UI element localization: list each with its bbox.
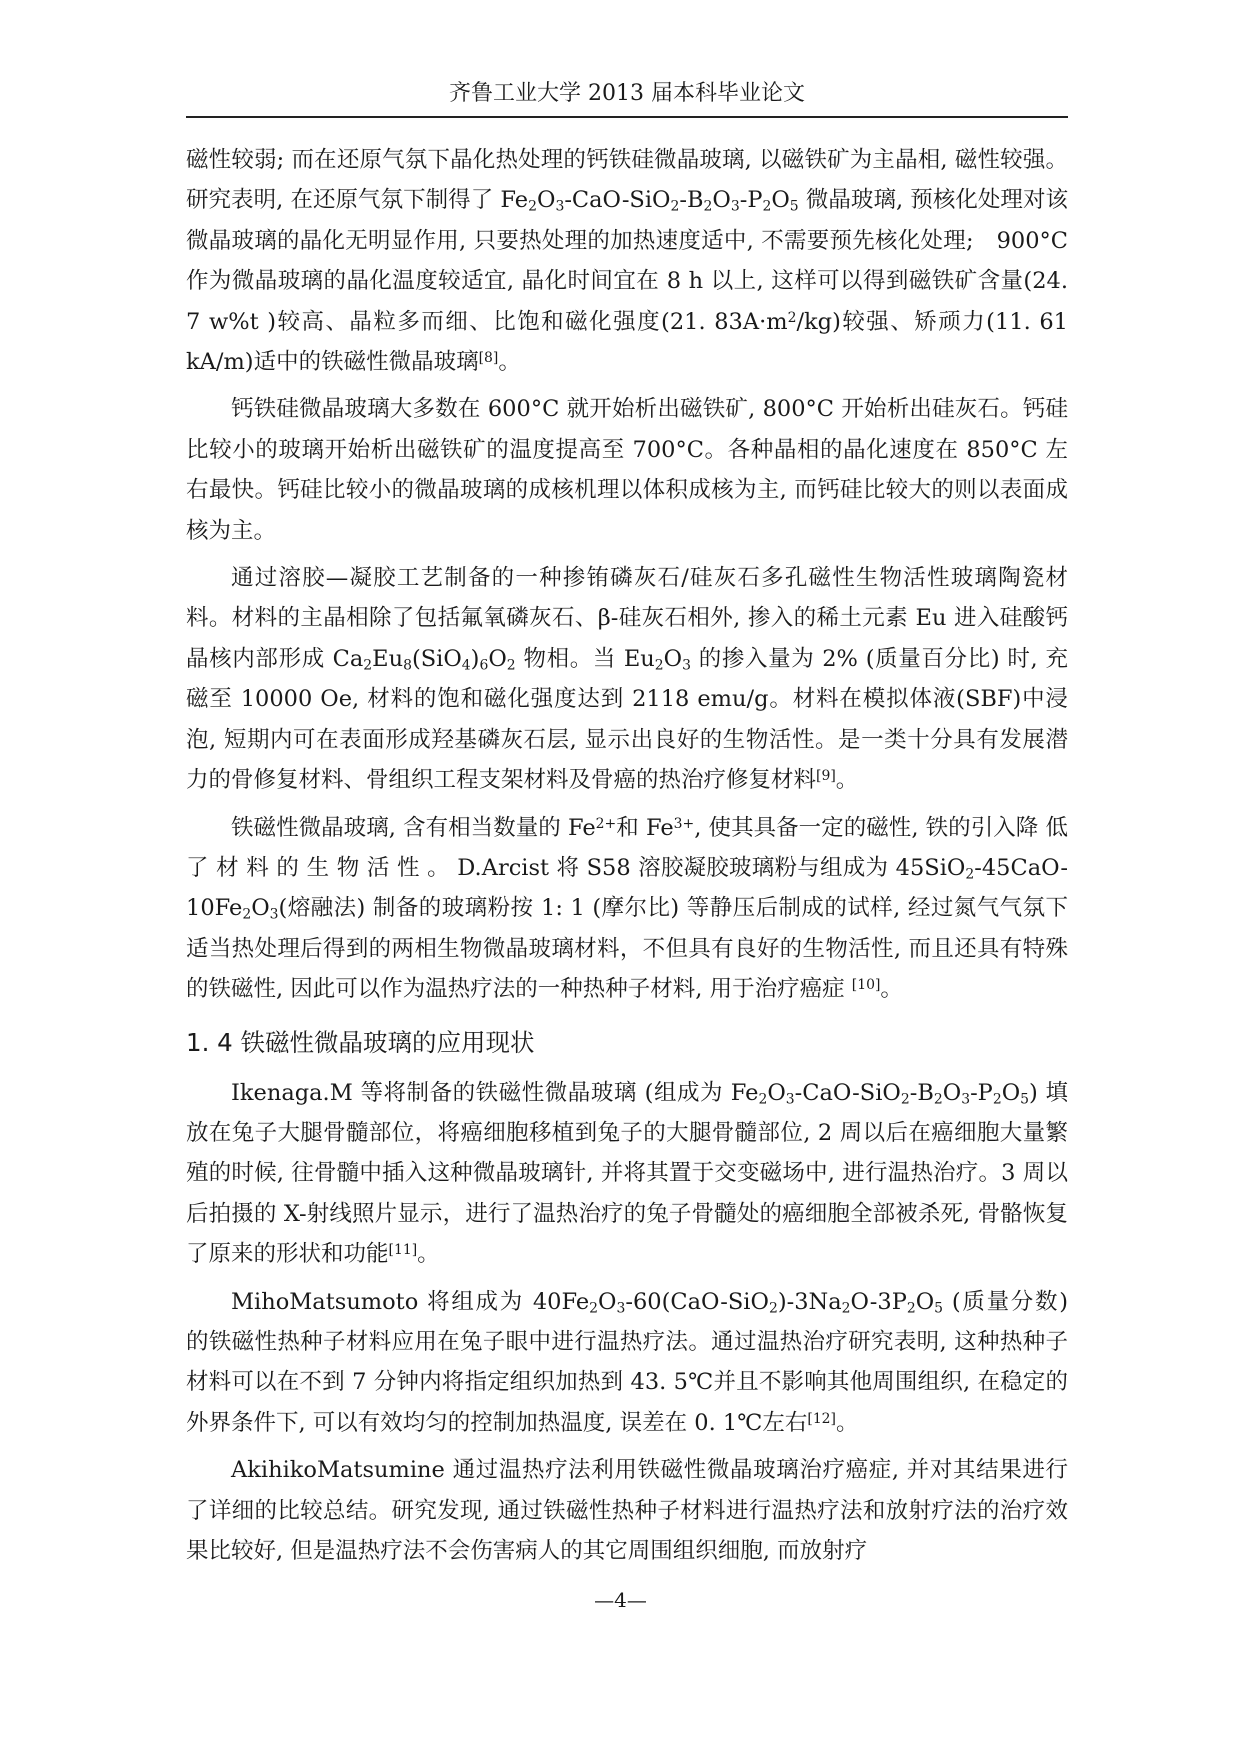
citation: [12] [807,1410,836,1427]
citation: [9] [816,768,836,785]
body-text [186,140,1068,1571]
page-header [186,76,1068,118]
paragraph: 铁磁性微晶玻璃, 含有相当数量的 $Fe^{2+}$和 $Fe^{3+}$, 使其具备一定的磁性, 铁的引入降 低 了 材 料 的 生 物 活 性 。 D.Arcist 将 S58 溶胶凝胶玻璃粉与组成为 $45SiO_2-45CaO-10Fe_2O_3$(熔融法) 制备的玻璃粉按 1: 1 (摩尔比) 等静压后制成的试样, 经过氮气气氛下适当热处理后得到的两相生物微晶玻璃材料，不但具有良好的生物活性, 而且还具有特殊的铁磁性, 因此可以作为温热疗法的一种热种子材料, 用于治疗癌症 [10]。 [186,814,1068,1003]
paragraph: AkihikoMatsumine 通过温热疗法利用铁磁性微晶玻璃治疗癌症, 并对其结果进行了详细的比较总结。研究发现, 通过铁磁性热种子材料进行温热疗法和放射疗法的治疗效果比较好, 但是温热疗法不会伤害病人的其它周围组织细胞, 而放射疗 [186,1457,1068,1564]
paragraph: 钙铁硅微晶玻璃大多数在 600°C 就开始析出磁铁矿, 800°C 开始析出硅灰石。钙硅比较小的玻璃开始析出磁铁矿的温度提高至 700°C。各种晶相的晶化速度在 850°C 左右最快。钙硅比较小的微晶玻璃的成核机理以体积成核为主, 而钙硅比较大的则以表面成核为主。 [186,396,1068,544]
citation: [11] [388,1242,418,1259]
page-number: —4— [594,1588,647,1612]
section-heading: 1. 4 铁磁性微晶玻璃的应用现状 [186,1027,535,1057]
header-title: 齐鲁工业大学 2013 届本科毕业论文 [449,81,805,106]
citation: [10] [851,977,881,994]
paragraph: MihoMatsumoto 将组成为 $40Fe_2O_3-60(CaO-SiO_2)-3Na_2O-3P_2O_5$ (质量分数) 的铁磁性热种子材料应用在兔子眼中进行温热疗法。通过温热治疗研究表明, 这种热种子材料可以在不到 7 分钟内将指定组织加热到 43. 5℃并且不影响其他周围组织, 在稳定的外界条件下, 可以有效均匀的控制加热温度, 误差在 0. 1℃左右[12]。 [186,1288,1068,1436]
paragraph: 通过溶胶—凝胶工艺制备的一种掺铕磷灰石/硅灰石多孔磁性生物活性玻璃陶瓷材料。材料的主晶相除了包括氟氧磷灰石、β-硅灰石相外, 掺入的稀土元素 Eu 进入硅酸钙晶核内部形成 $Ca_2Eu_8(SiO_4)_6O_2$ 物相。当 $Eu_2O_3$ 的掺入量为 2% (质量百分比) 时, 充磁至 10000 Oe, 材料的饱和磁化强度达到 2118 emu/g。材料在模拟体液(SBF)中浸泡, 短期内可在表面形成羟基磷灰石层, 显示出良好的生物活性。是一类十分具有发展潜力的骨修复材料、骨组织工程支架材料及骨癌的热治疗修复材料[9]。 [186,565,1068,794]
paragraph: Ikenaga.M 等将制备的铁磁性微晶玻璃 (组成为 $Fe_2O_3-CaO-SiO_2-B_2O_3-P_2O_5$) 填放在兔子大腿骨髓部位，将癌细胞移植到兔子的大腿骨髓部位, 2 周以后在癌细胞大量繁殖的时候, 往骨髓中插入这种微晶玻璃针, 并将其置于交变磁场中, 进行温热治疗。3 周以后拍摄的 X-射线照片显示，进行了温热治疗的兔子骨髓处的癌细胞全部被杀死, 骨骼恢复了原来的形状和功能[11]。 [186,1079,1068,1268]
paragraph: 磁性较弱; 而在还原气氛下晶化热处理的钙铁硅微晶玻璃, 以磁铁矿为主晶相, 磁性较强。研究表明, 在还原气氛下制得了 $Fe_2O_3-CaO-SiO_2-B_2O_3-P_2O_5$ 微晶玻璃, 预核化处理对该微晶玻璃的晶化无明显作用, 只要热处理的加热速度适中, 不需要预先核化处理; 900°C 作为微晶玻璃的晶化温度较适宜, 晶化时间宜在 8 h 以上, 这样可以得到磁铁矿含量(24. 7 w%t )较高、晶粒多而细、比饱和磁化强度(21. $83A\cdot m^2/kg$)较强、矫顽力(11. 61 kA/m)适中的铁磁性微晶玻璃[8]。 [186,147,1068,376]
citation: [8] [478,350,499,367]
